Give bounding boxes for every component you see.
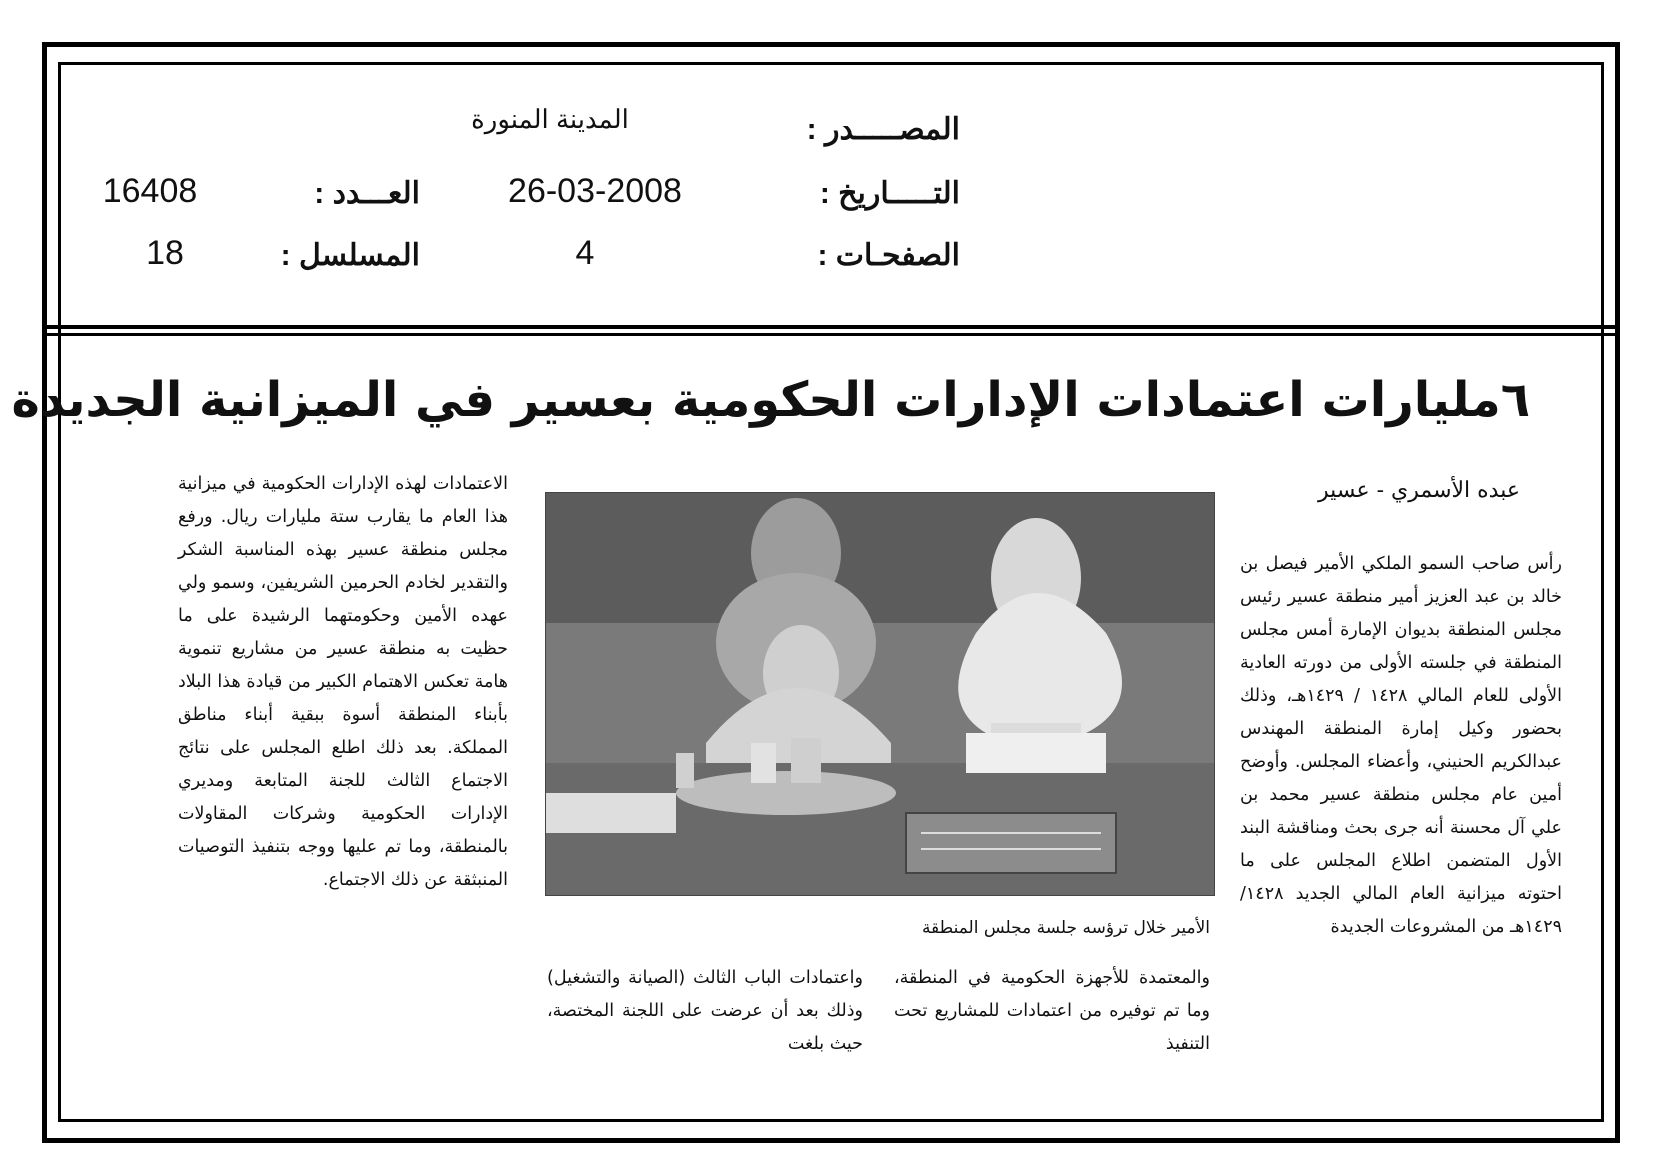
serial-label: المسلسل : [280,239,420,272]
source-value: المدينة المنورة [471,104,629,134]
serial-value: 18 [146,234,184,272]
date-value: 26-03-2008 [508,172,682,210]
article-column-left: الاعتمادات لهذه الإدارات الحكومية في ميزانية هذا العام ما يقارب ستة مليارات ريال. ورفع مجلس منطقة عسير بهذه المناسبة الشكر والتقدير لخادم الحرمين الشريفين، وسمو ولي عهده الأمين وحكومتهما الرشيدة على ما حظيت به منطقة عسير من مشاريع تنموية هامة تعكس الاهتمام الكبير من قيادة هذا البلاد بأبناء المنطقة أسوة ببقية أبناء مناطق المملكة. بعد ذلك اطلع المجلس على نتائج الاجتماع الثالث للجنة المتابعة ومديري الإدارات الحكومية وشركات المقاولات بالمنطقة، وما تم عليها ووجه بتنفيذ التوصيات المنبثقة عن ذلك الاجتماع. [178,474,508,890]
article-column-right: رأس صاحب السمو الملكي الأمير فيصل بن خالد بن عبد العزيز أمير منطقة عسير رئيس مجلس المنطقة بديوان الإمارة أمس مجلس المنطقة في جلسته الأولى من دورته العادية الأولى للعام المالي ١٤٢٨ / ١٤٢٩هـ، وذلك بحضور وكيل إمارة المنطقة المهندس عبدالكريم الحنيني، وأعضاء المجلس. وأوضح أمين عام مجلس منطقة عسير محمد بن علي آل محسنة أنه جرى بحث ومناقشة البند الأول المتضمن اطلاع المجلس على ما احتوته ميزانية العام المالي الجديد ١٤٢٨/ ١٤٢٩هـ من المشروعات الجديدة [1240,554,1562,937]
article-photo [545,492,1215,896]
article-headline: ٦مليارات اعتمادات الإدارات الحكومية بعسير في الميزانية الجديدة [11,372,1530,428]
issue-label: العـــدد : [314,177,420,210]
article-column-bottom-right: والمعتمدة للأجهزة الحكومية في المنطقة، وما تم توفيره من اعتمادات للمشاريع تحت التنفيذ [894,968,1210,1054]
date-label: التـــــاريخ : [819,177,960,210]
article-column-bottom-left: واعتمادات الباب الثالث (الصيانة والتشغيل) وذلك بعد أن عرضت على اللجنة المختصة، حيث بلغت [547,968,863,1054]
article-byline: عبده الأسمري - عسير [1318,478,1520,503]
header-separator [42,325,1620,336]
pages-value: 4 [575,234,595,272]
photo-illustration [546,493,1214,895]
issue-value: 16408 [102,172,198,210]
pages-label: الصفحـات : [817,239,960,272]
source-label: المصـــــدر : [806,113,960,146]
photo-caption: الأمير خلال ترؤسه جلسة مجلس المنطقة [921,918,1210,938]
